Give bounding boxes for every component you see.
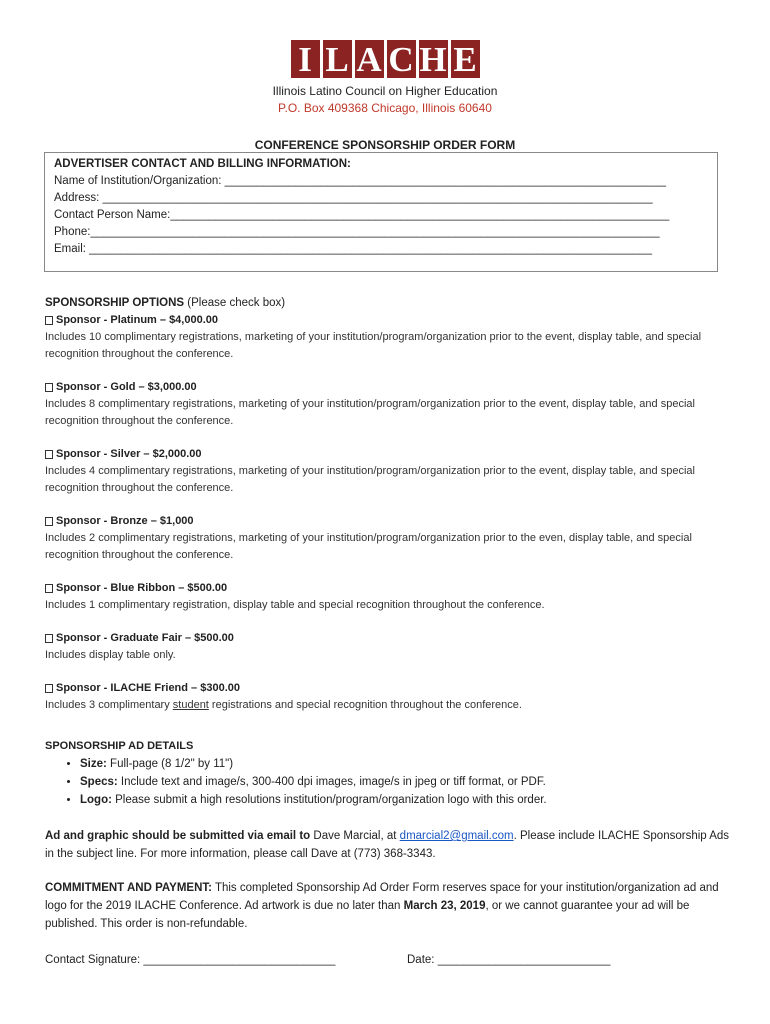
ad-detail-text: Include text and image/s, 300-400 dpi images, image/s in jpeg or tiff format, or PDF. bbox=[117, 776, 546, 788]
submission-paragraph bbox=[45, 827, 735, 863]
option-bronze bbox=[45, 513, 735, 564]
option-title bbox=[45, 446, 735, 463]
logo-letter: E bbox=[451, 40, 480, 78]
logo-letter: H bbox=[419, 40, 447, 79]
ilache-friend-checkbox[interactable] bbox=[45, 684, 53, 693]
option-blue-ribbon bbox=[45, 580, 735, 614]
options-heading bbox=[45, 295, 735, 312]
phone-field[interactable] bbox=[54, 224, 708, 241]
field-label: Phone: bbox=[54, 226, 91, 238]
ad-detail-text: Please submit a high resolutions institution/program/organization logo with this order. bbox=[111, 794, 547, 806]
option-description: Includes 2 complimentary registrations, marketing of your institution/program/organization prior to the even, display table, and special recognition throughout the conference. bbox=[45, 532, 692, 561]
signature-label: Contact Signature: bbox=[45, 954, 141, 966]
logo-letter: L bbox=[323, 40, 352, 78]
field-line: ______________________________________________________________________________ bbox=[170, 209, 670, 221]
option-graduate-fair bbox=[45, 630, 735, 664]
email-field[interactable] bbox=[54, 241, 708, 258]
platinum-checkbox[interactable] bbox=[45, 316, 53, 325]
field-line: _____________________________________________________________________ bbox=[221, 175, 666, 187]
field-line: _________________________________________________________________________________________ bbox=[90, 226, 660, 238]
option-title bbox=[45, 680, 735, 697]
ad-details-list bbox=[45, 755, 735, 809]
option-ilache-friend bbox=[45, 680, 735, 714]
option-gold bbox=[45, 379, 735, 430]
org-address: P.O. Box 409368 Chicago, Illinois 60640 bbox=[278, 101, 492, 115]
ad-details-heading: SPONSORSHIP AD DETAILS bbox=[45, 740, 194, 752]
option-title bbox=[45, 580, 735, 597]
option-description: Includes display table only. bbox=[45, 649, 176, 661]
field-label: Email: bbox=[54, 243, 86, 255]
field-label: Contact Person Name: bbox=[54, 209, 171, 221]
option-platinum bbox=[45, 312, 735, 363]
date-field[interactable] bbox=[407, 951, 610, 969]
option-description: Includes 4 complimentary registrations, marketing of your institution/program/organization prior to the event, display table, and special recognition throughout the conference. bbox=[45, 465, 695, 494]
ad-detail-label: Specs: bbox=[80, 776, 118, 788]
desc-text: Includes 3 complimentary bbox=[45, 699, 173, 711]
desc-underlined-text: student bbox=[172, 699, 209, 711]
options-heading-note: (Please check box) bbox=[184, 297, 286, 309]
logo-letter: I bbox=[291, 40, 320, 78]
desc-text: registrations and special recognition throughout the conference. bbox=[208, 699, 522, 711]
field-line: ______________________________________________________________________________________ bbox=[99, 192, 653, 204]
ad-details bbox=[45, 737, 735, 809]
commitment-bold: COMMITMENT AND PAYMENT: bbox=[45, 882, 212, 894]
date-label: Date: bbox=[407, 954, 435, 966]
logo-letters bbox=[291, 40, 480, 78]
bronze-checkbox[interactable] bbox=[45, 517, 53, 526]
form-title: CONFERENCE SPONSORSHIP ORDER FORM bbox=[254, 138, 516, 152]
option-title bbox=[45, 379, 735, 396]
option-title bbox=[45, 312, 735, 329]
option-description: Includes 1 complimentary registration, display table and special recognition throughout the conference. bbox=[45, 599, 545, 611]
billing-info-box bbox=[44, 152, 718, 272]
option-description bbox=[45, 697, 735, 714]
field-label: Address: bbox=[54, 192, 100, 204]
ad-detail-label: Logo: bbox=[80, 794, 112, 806]
option-title-text: Sponsor - Silver – $2,000.00 bbox=[56, 448, 202, 460]
field-label: Name of Institution/Organization: bbox=[54, 175, 222, 187]
options-heading-bold: SPONSORSHIP OPTIONS bbox=[45, 297, 185, 309]
submission-bold: Ad and graphic should be submitted via email to bbox=[45, 830, 311, 842]
due-date: March 23, 2019 bbox=[403, 900, 486, 912]
email-link[interactable]: dmarcial2@gmail.com bbox=[399, 830, 514, 842]
field-line: ________________________________________________________________________________________ bbox=[85, 243, 652, 255]
option-title-text: Sponsor - ILACHE Friend – $300.00 bbox=[56, 682, 240, 694]
option-silver bbox=[45, 446, 735, 497]
logo-letter: C bbox=[388, 40, 414, 79]
option-title-text: Sponsor - Platinum – $4,000.00 bbox=[56, 314, 219, 326]
institution-field[interactable] bbox=[54, 173, 708, 190]
blue-ribbon-checkbox[interactable] bbox=[45, 584, 53, 593]
ad-detail-logo bbox=[80, 791, 735, 809]
option-title-text: Sponsor - Gold – $3,000.00 bbox=[56, 381, 197, 393]
commitment-text: This completed Sponsorship Ad Order Form reserves space for your institution/organization ad and logo for the 2019 ILACHE Conference. Ad artwork is due no later than bbox=[45, 882, 719, 912]
graduate-fair-checkbox[interactable] bbox=[45, 634, 53, 643]
option-description: Includes 10 complimentary registrations, marketing of your institution/program/organization prior to the event, display table, and special recognition throughout the conference. bbox=[45, 331, 702, 360]
option-title bbox=[45, 513, 735, 530]
gold-checkbox[interactable] bbox=[45, 383, 53, 392]
date-line: ___________________________ bbox=[434, 954, 611, 966]
ad-detail-label: Size: bbox=[80, 758, 107, 770]
option-description: Includes 8 complimentary registrations, marketing of your institution/program/organization prior to the event, display table, and special recognition throughout the conference. bbox=[45, 398, 695, 427]
ilache-logo bbox=[0, 40, 770, 78]
commitment-text: , or we cannot guarantee your ad will be published. This order is non-refundable. bbox=[45, 900, 690, 930]
contact-person-field[interactable] bbox=[54, 207, 708, 224]
silver-checkbox[interactable] bbox=[45, 450, 53, 459]
option-title-text: Sponsor - Blue Ribbon – $500.00 bbox=[56, 582, 228, 594]
commitment-paragraph bbox=[45, 879, 735, 933]
ad-detail-text: Full-page (8 1/2" by 11") bbox=[106, 758, 234, 770]
option-title-text: Sponsor - Graduate Fair – $500.00 bbox=[56, 632, 234, 644]
ad-detail-size bbox=[80, 755, 735, 773]
org-name: Illinois Latino Council on Higher Education bbox=[272, 84, 498, 98]
submission-text: . Please include ILACHE Sponsorship Ads in the subject line. For more information, please call Dave at (773) 368-3343. bbox=[45, 830, 730, 860]
option-title-text: Sponsor - Bronze – $1,000 bbox=[56, 515, 194, 527]
billing-heading: ADVERTISER CONTACT AND BILLING INFORMATION: bbox=[54, 158, 351, 170]
signature-line: ______________________________ bbox=[140, 954, 336, 966]
signature-field[interactable] bbox=[45, 951, 335, 969]
address-field[interactable] bbox=[54, 190, 708, 207]
logo-letter: A bbox=[356, 40, 382, 79]
sponsorship-options bbox=[45, 295, 735, 714]
submission-text: Dave Marcial, at bbox=[310, 830, 400, 842]
option-title bbox=[45, 630, 735, 647]
ad-detail-specs bbox=[80, 773, 735, 791]
